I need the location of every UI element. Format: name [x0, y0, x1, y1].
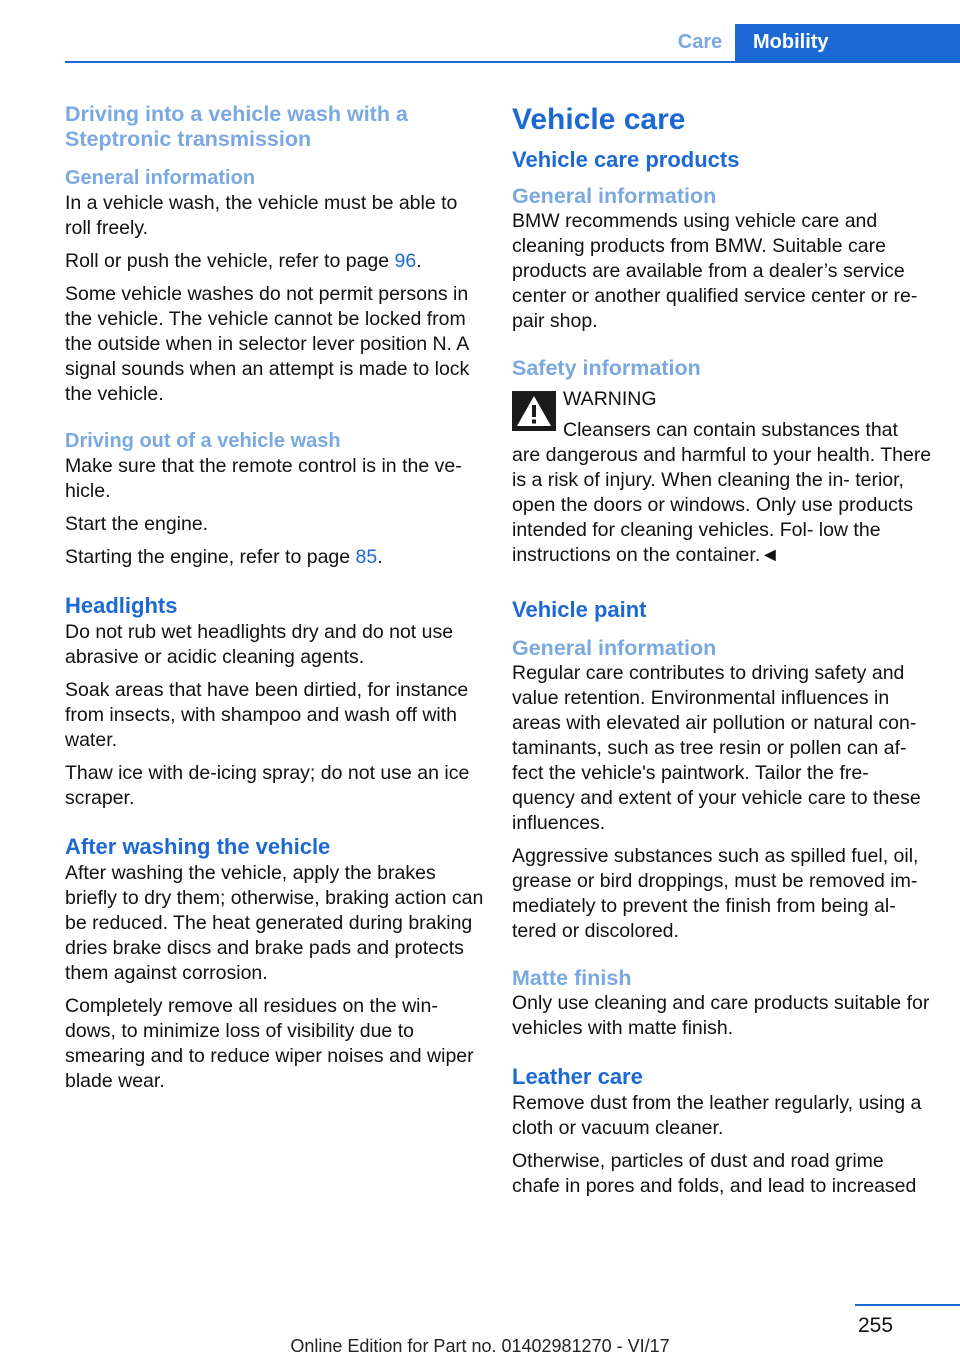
heading-general-information: General information: [512, 184, 717, 208]
paragraph: Aggressive substances such as spilled fuel, oil, grease or bird droppings, must be removed im‐ mediately to prevent the finish from being al‐ tered or discolored.: [512, 845, 919, 942]
heading-matte-finish: Matte finish: [512, 966, 632, 990]
paragraph: Regular care contributes to driving safety and value retention. Environmental influences in areas with elevated air pollution or natural con‐ taminants, such as tree resin or pollen can af‐ fect the vehicle's paintwork. Tailor the fre‐ quency and extent of your vehicle care to these influences.: [512, 662, 921, 834]
header-rule: [65, 61, 960, 63]
tab-care[interactable]: Care: [677, 31, 723, 53]
warning-label: WARNING: [563, 388, 657, 410]
paragraph: Do not rub wet headlights dry and do not use abrasive or acidic cleaning agents.: [65, 621, 454, 668]
heading-safety-information: Safety information: [512, 356, 701, 380]
heading-vehicle-wash-steptronic: Driving into a vehicle wash with a Steptronic transmission: [65, 102, 408, 151]
paragraph: After washing the vehicle, apply the brakes briefly to dry them; otherwise, braking action can be reduced. The heat generated during braking dries brake discs and brake pads and protects them against corrosion.: [65, 862, 484, 984]
paragraph: BMW recommends using vehicle care and cleaning products from BMW. Suitable care products are available from a dealer’s service center or another qualified service center or re‐ pair shop.: [512, 210, 918, 332]
paragraph: In a vehicle wash, the vehicle must be able to roll freely.: [65, 192, 458, 239]
footer-rule: [855, 1304, 960, 1306]
heading-general-information: General information: [65, 167, 256, 189]
warning-icon: [512, 391, 556, 431]
warning-text: are dangerous and harmful to your health. There is a risk of injury. When cleaning the in‐ terior, open the doors or windows. Only use products intended for cleaning vehicles. Fol‐ low the instructions on the container.◄: [512, 444, 932, 566]
heading-driving-out: Driving out of a vehicle wash: [65, 430, 341, 452]
footer-edition: Online Edition for Part no. 01402981270 - VI/17: [290, 1336, 670, 1356]
paragraph: Only use cleaning and care products suitable for vehicles with matte finish.: [512, 992, 930, 1039]
paragraph: Some vehicle washes do not permit persons in the vehicle. The vehicle cannot be locked from the outside when in selector lever position N. A signal sounds when an attempt is made to lock the vehicle.: [65, 283, 470, 405]
heading-vehicle-care-products: Vehicle care products: [512, 147, 740, 172]
page-link-96[interactable]: 96: [394, 250, 417, 272]
paragraph: Make sure that the remote control is in the ve‐ hicle.: [65, 455, 462, 502]
page-link-85[interactable]: 85: [355, 546, 378, 568]
heading-leather-care: Leather care: [512, 1064, 643, 1089]
heading-general-information-2: General information: [512, 636, 717, 660]
heading-headlights: Headlights: [65, 593, 178, 618]
heading-after-washing: After washing the vehicle: [65, 834, 331, 859]
paragraph: Soak areas that have been dirtied, for instance from insects, with shampoo and wash off with water.: [65, 679, 469, 751]
tab-mobility[interactable]: Mobility: [735, 24, 960, 61]
paragraph-roll-push: Roll or push the vehicle, refer to page 96.: [65, 250, 422, 272]
heading-vehicle-paint: Vehicle paint: [512, 597, 647, 622]
paragraph: Otherwise, particles of dust and road grime chafe in pores and folds, and lead to increased: [512, 1150, 917, 1197]
paragraph: Remove dust from the leather regularly, using a cloth or vacuum cleaner.: [512, 1092, 922, 1139]
paragraph: Thaw ice with de-icing spray; do not use an ice scraper.: [65, 762, 470, 809]
left-column: [65, 102, 485, 1102]
paragraph: Completely remove all residues on the win‐ dows, to minimize loss of visibility due to smearing and to reduce wiper noises and wiper blade wear.: [65, 995, 474, 1092]
paragraph-starting-engine: Starting the engine, refer to page 85.: [65, 546, 383, 568]
page-number: 255: [858, 1314, 894, 1337]
right-column: [512, 100, 932, 1207]
warning-text-first-line: Cleansers can contain substances that: [563, 419, 898, 441]
warning-block: [512, 387, 932, 568]
paragraph: Start the engine.: [65, 513, 209, 535]
heading-vehicle-care: Vehicle care: [512, 103, 686, 136]
